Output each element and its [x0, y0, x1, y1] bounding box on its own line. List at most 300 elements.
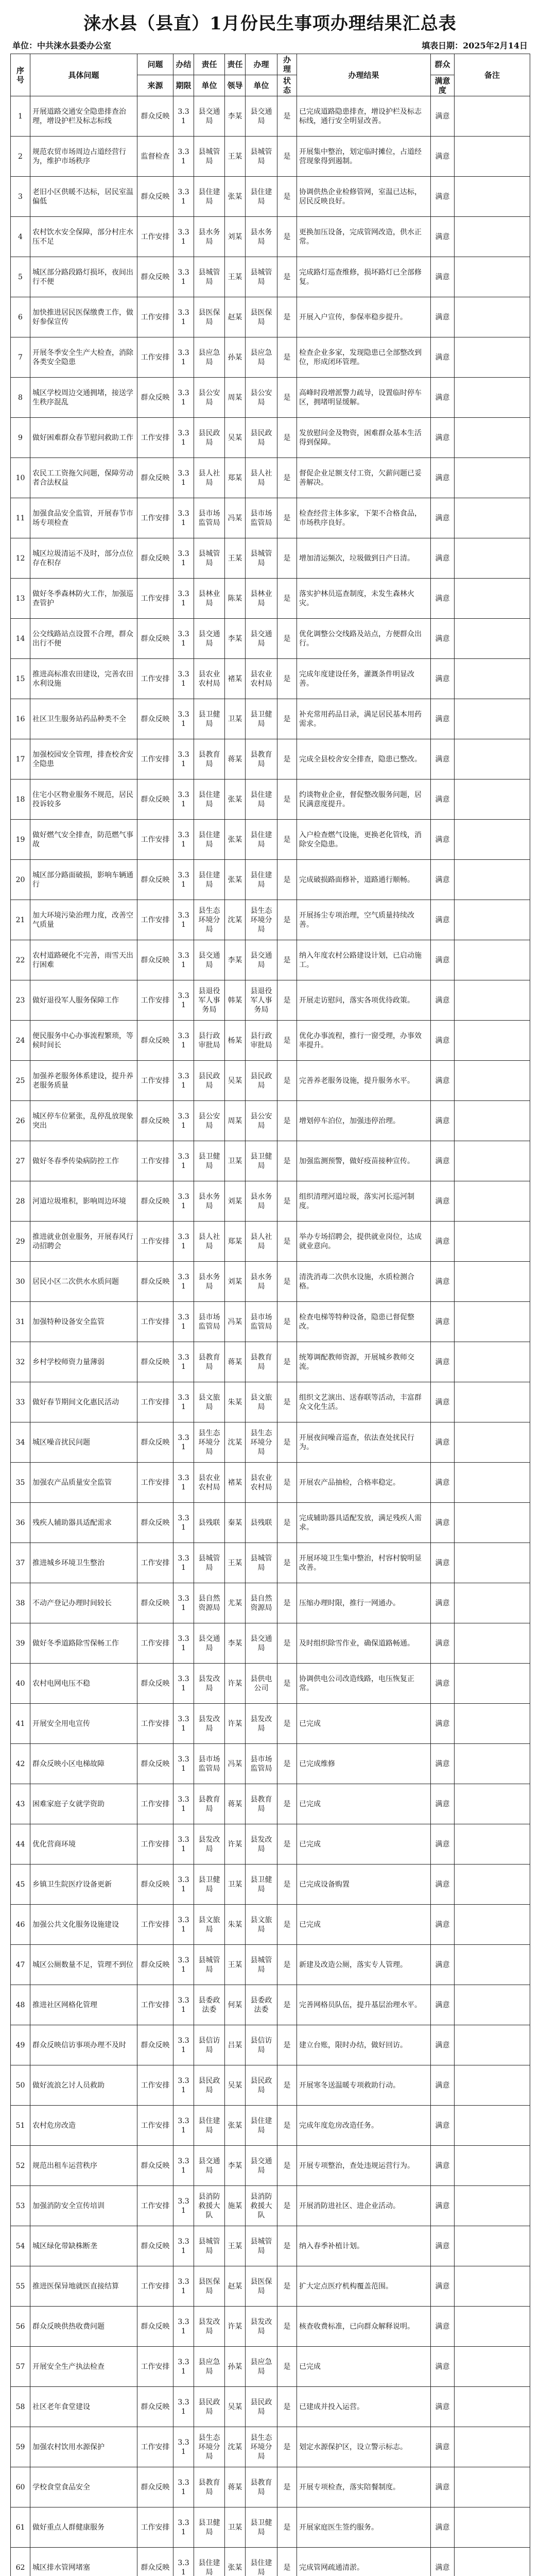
cell-org: 县交通局 [246, 619, 277, 659]
cell-result: 加强监测预警，做好疫苗接种宣传。 [297, 1141, 431, 1181]
cell-issue: 城区部分路段路灯损坏，夜间出行不便 [30, 257, 137, 297]
cell-status: 是 [277, 2307, 297, 2347]
cell-result: 更换加压设备，完成管网改造，供水正常。 [297, 217, 431, 257]
cell-issue: 加强校园安全管理，排查校舍安全隐患 [30, 739, 137, 779]
cell-lead: 许某 [225, 1664, 246, 1704]
table-row [11, 2186, 530, 2226]
cell-status: 是 [277, 2266, 297, 2307]
cell-sat: 满意 [431, 699, 455, 739]
cell-org: 县供电公司 [246, 1664, 277, 1704]
cell-sat: 满意 [431, 900, 455, 940]
cell-resp: 县水务局 [194, 1262, 225, 1302]
cell-lead: 许某 [225, 1824, 246, 1865]
cell-result: 完成辅助器具适配发放，满足残疾人需求。 [297, 1503, 431, 1543]
cell-source: 群众反映 [137, 2226, 173, 2266]
cell-org: 县交通局 [246, 2146, 277, 2186]
table-row [11, 297, 530, 337]
cell-issue: 群众反映信访事项办理不及时 [30, 2025, 137, 2065]
cell-note [455, 980, 530, 1021]
cell-result: 开展环境卫生集中整治，村容村貌明显改善。 [297, 1543, 431, 1583]
cell-no: 34 [11, 1422, 30, 1463]
cell-lead: 朱某 [225, 1905, 246, 1945]
cell-no: 44 [11, 1824, 30, 1865]
cell-status: 是 [277, 498, 297, 538]
cell-source: 群众反映 [137, 1503, 173, 1543]
cell-no: 52 [11, 2146, 30, 2186]
cell-status: 是 [277, 2226, 297, 2266]
cell-lead: 吕某 [225, 2025, 246, 2065]
cell-sat: 满意 [431, 177, 455, 217]
cell-note [455, 1181, 530, 1222]
cell-issue: 做好冬春季传染病防控工作 [30, 1141, 137, 1181]
cell-sat: 满意 [431, 820, 455, 860]
cell-issue: 做好燃气安全排查，防范燃气事故 [30, 820, 137, 860]
cell-resp: 县交通局 [194, 2146, 225, 2186]
cell-no: 55 [11, 2266, 30, 2307]
cell-issue: 乡村学校师资力量薄弱 [30, 1342, 137, 1382]
cell-status: 是 [277, 1422, 297, 1463]
cell-resp: 县交通局 [194, 1623, 225, 1664]
cell-issue: 推进高标准农田建设，完善农田水利设施 [30, 659, 137, 699]
cell-resp: 县民政局 [194, 1061, 225, 1101]
table-row [11, 2347, 530, 2387]
table-row [11, 1543, 530, 1583]
cell-source: 工作安排 [137, 1222, 173, 1262]
cell-source: 工作安排 [137, 2186, 173, 2226]
cell-lead: 卫某 [225, 1865, 246, 1905]
cell-status: 是 [277, 980, 297, 1021]
cell-result: 已完成 [297, 1704, 431, 1744]
table-row [11, 337, 530, 378]
cell-status: 是 [277, 1262, 297, 1302]
cell-status: 是 [277, 1342, 297, 1382]
cell-issue: 加快推进居民医保缴费工作，做好参保宣传 [30, 297, 137, 337]
cell-no: 46 [11, 1905, 30, 1945]
cell-days: 3.31 [173, 538, 194, 579]
cell-result: 完成年度建设任务，灌溉条件明显改善。 [297, 659, 431, 699]
cell-days: 3.31 [173, 458, 194, 498]
cell-note [455, 257, 530, 297]
cell-no: 27 [11, 1141, 30, 1181]
cell-note [455, 1302, 530, 1342]
cell-lead: 赵某 [225, 297, 246, 337]
table-row [11, 498, 530, 538]
cell-issue: 加强消防安全宣传培训 [30, 2186, 137, 2226]
table-row [11, 1222, 530, 1262]
cell-no: 10 [11, 458, 30, 498]
cell-result: 增加清运频次，垃圾做到日产日清。 [297, 538, 431, 579]
cell-resp: 县委政法委 [194, 1985, 225, 2025]
cell-days: 3.31 [173, 2347, 194, 2387]
report-date: 填表日期：2025年2月14日 [422, 41, 528, 50]
cell-resp: 县市场监管局 [194, 498, 225, 538]
table-row [11, 940, 530, 980]
cell-result: 高峰时段增派警力疏导，设置临时停车区，拥堵明显缓解。 [297, 378, 431, 418]
summary-table [10, 54, 530, 2576]
cell-resp: 县卫健局 [194, 699, 225, 739]
cell-sat: 满意 [431, 2025, 455, 2065]
cell-lead: 李某 [225, 940, 246, 980]
cell-resp: 县交通局 [194, 96, 225, 137]
cell-result: 开展消防进社区、进企业活动。 [297, 2186, 431, 2226]
cell-org: 县农业农村局 [246, 1463, 277, 1503]
cell-result: 扩大定点医疗机构覆盖范围。 [297, 2266, 431, 2307]
table-row [11, 1141, 530, 1181]
cell-resp: 县交通局 [194, 619, 225, 659]
cell-no: 39 [11, 1623, 30, 1664]
cell-source: 群众反映 [137, 779, 173, 820]
cell-status: 是 [277, 2548, 297, 2576]
table-row [11, 1101, 530, 1141]
cell-sat: 满意 [431, 1744, 455, 1784]
cell-note [455, 699, 530, 739]
cell-no: 37 [11, 1543, 30, 1583]
cell-days: 3.31 [173, 2467, 194, 2507]
cell-org: 县生态环境分局 [246, 2427, 277, 2467]
cell-sat: 满意 [431, 1503, 455, 1543]
cell-org: 县交通局 [246, 940, 277, 980]
cell-lead: 吴某 [225, 2387, 246, 2427]
cell-resp: 县民政局 [194, 2065, 225, 2106]
cell-org: 县城管局 [246, 538, 277, 579]
table-row [11, 96, 530, 137]
cell-org: 县生态环境分局 [246, 900, 277, 940]
cell-note [455, 1865, 530, 1905]
cell-status: 是 [277, 860, 297, 900]
cell-sat: 满意 [431, 1302, 455, 1342]
cell-issue: 河道垃圾堆积，影响周边环境 [30, 1181, 137, 1222]
cell-result: 已完成 [297, 1824, 431, 1865]
cell-lead: 王某 [225, 538, 246, 579]
cell-note [455, 2548, 530, 2576]
cell-source: 工作安排 [137, 1141, 173, 1181]
cell-resp: 县林业局 [194, 579, 225, 619]
header-lead-top: 责任 [225, 54, 246, 75]
cell-issue: 农村危房改造 [30, 2106, 137, 2146]
cell-lead: 孙某 [225, 2347, 246, 2387]
cell-resp: 县住建局 [194, 2106, 225, 2146]
cell-result: 举办专场招聘会，提供就业岗位，达成就业意向。 [297, 1222, 431, 1262]
unit-label: 单位：中共涞水县委办公室 [12, 41, 112, 50]
cell-resp: 县行政审批局 [194, 1021, 225, 1061]
cell-sat: 满意 [431, 2387, 455, 2427]
table-row [11, 378, 530, 418]
cell-status: 是 [277, 1382, 297, 1422]
cell-no: 6 [11, 297, 30, 337]
cell-no: 54 [11, 2226, 30, 2266]
cell-source: 群众反映 [137, 458, 173, 498]
cell-resp: 县水务局 [194, 1181, 225, 1222]
cell-result: 已完成 [297, 1784, 431, 1824]
cell-org: 县生态环境分局 [246, 1422, 277, 1463]
cell-result: 组织清理河道垃圾，落实河长巡河制度。 [297, 1181, 431, 1222]
cell-status: 是 [277, 1623, 297, 1664]
cell-resp: 县发改局 [194, 1824, 225, 1865]
cell-org: 县住建局 [246, 177, 277, 217]
cell-status: 是 [277, 1664, 297, 1704]
cell-days: 3.31 [173, 1784, 194, 1824]
cell-lead: 王某 [225, 137, 246, 177]
cell-no: 26 [11, 1101, 30, 1141]
cell-resp: 县民政局 [194, 2387, 225, 2427]
cell-sat: 满意 [431, 1985, 455, 2025]
cell-org: 县城管局 [246, 1543, 277, 1583]
cell-days: 3.31 [173, 2387, 194, 2427]
cell-days: 3.31 [173, 1181, 194, 1222]
table-body [11, 96, 530, 2576]
cell-org: 县城管局 [246, 257, 277, 297]
cell-issue: 学校食堂食品安全 [30, 2467, 137, 2507]
cell-result: 压缩办理时限，推行一网通办。 [297, 1583, 431, 1623]
cell-status: 是 [277, 257, 297, 297]
cell-result: 增划停车泊位，加强违停治理。 [297, 1101, 431, 1141]
cell-no: 59 [11, 2427, 30, 2467]
cell-issue: 农村道路硬化不完善，雨雪天出行困难 [30, 940, 137, 980]
table-row [11, 177, 530, 217]
header-note: 备注 [455, 54, 530, 96]
cell-resp: 县交通局 [194, 940, 225, 980]
cell-lead: 蒋某 [225, 1342, 246, 1382]
cell-status: 是 [277, 2387, 297, 2427]
cell-org: 县住建局 [246, 2106, 277, 2146]
cell-sat: 满意 [431, 1824, 455, 1865]
cell-org: 县水务局 [246, 1181, 277, 1222]
cell-resp: 县住建局 [194, 177, 225, 217]
cell-resp: 县文旅局 [194, 1905, 225, 1945]
cell-resp: 县卫健局 [194, 1141, 225, 1181]
cell-status: 是 [277, 900, 297, 940]
cell-days: 3.31 [173, 1623, 194, 1664]
cell-note [455, 418, 530, 458]
table-row [11, 1503, 530, 1543]
cell-note [455, 619, 530, 659]
cell-days: 3.31 [173, 1945, 194, 1985]
cell-days: 3.31 [173, 1985, 194, 2025]
cell-days: 3.31 [173, 2507, 194, 2548]
cell-status: 是 [277, 2106, 297, 2146]
cell-source: 群众反映 [137, 2387, 173, 2427]
cell-sat: 满意 [431, 1704, 455, 1744]
table-row [11, 2427, 530, 2467]
cell-no: 36 [11, 1503, 30, 1543]
report-title: 涞水县（县直）1月份民生事项办理结果汇总表 [83, 13, 457, 34]
cell-no: 21 [11, 900, 30, 940]
cell-no: 19 [11, 820, 30, 860]
cell-days: 3.31 [173, 860, 194, 900]
cell-resp: 县住建局 [194, 860, 225, 900]
cell-days: 3.31 [173, 1503, 194, 1543]
cell-lead: 冯某 [225, 498, 246, 538]
cell-sat: 满意 [431, 1463, 455, 1503]
cell-result: 纳入春季补植计划。 [297, 2226, 431, 2266]
cell-no: 9 [11, 418, 30, 458]
cell-lead: 秦某 [225, 1503, 246, 1543]
cell-lead: 赵某 [225, 2266, 246, 2307]
cell-issue: 推进城乡环境卫生整治 [30, 1543, 137, 1583]
cell-no: 53 [11, 2186, 30, 2226]
cell-source: 群众反映 [137, 2307, 173, 2347]
cell-note [455, 1744, 530, 1784]
cell-result: 督促企业足额支付工资，欠薪问题已妥善解决。 [297, 458, 431, 498]
cell-note [455, 1342, 530, 1382]
cell-org: 县住建局 [246, 820, 277, 860]
cell-resp: 县住建局 [194, 2548, 225, 2576]
cell-note [455, 1784, 530, 1824]
cell-days: 3.31 [173, 297, 194, 337]
cell-no: 8 [11, 378, 30, 418]
cell-source: 群众反映 [137, 2467, 173, 2507]
cell-sat: 满意 [431, 1061, 455, 1101]
cell-resp: 县医保局 [194, 297, 225, 337]
cell-resp: 县发改局 [194, 2307, 225, 2347]
cell-issue: 老旧小区供暖不达标，居民室温偏低 [30, 177, 137, 217]
cell-result: 完成全县校舍安全排查，隐患已整改。 [297, 739, 431, 779]
cell-no: 60 [11, 2467, 30, 2507]
cell-result: 约谈物业企业，督促整改服务问题，居民满意度提升。 [297, 779, 431, 820]
cell-days: 3.31 [173, 418, 194, 458]
cell-sat: 满意 [431, 1623, 455, 1664]
cell-org: 县文旅局 [246, 1382, 277, 1422]
cell-resp: 县文旅局 [194, 1382, 225, 1422]
cell-result: 发放慰问金及物资，困难群众基本生活得到保障。 [297, 418, 431, 458]
cell-source: 工作安排 [137, 980, 173, 1021]
cell-source: 监督检查 [137, 137, 173, 177]
table-row [11, 2307, 530, 2347]
cell-result: 检查经营主体多家，下架不合格食品，市场秩序良好。 [297, 498, 431, 538]
cell-days: 3.31 [173, 659, 194, 699]
cell-no: 2 [11, 137, 30, 177]
cell-days: 3.31 [173, 1422, 194, 1463]
cell-issue: 加强养老服务体系建设，提升养老服务质量 [30, 1061, 137, 1101]
cell-result: 补充常用药品目录，满足居民基本用药需求。 [297, 699, 431, 739]
cell-resp: 县生态环境分局 [194, 1422, 225, 1463]
cell-source: 工作安排 [137, 1704, 173, 1744]
cell-lead: 张某 [225, 2548, 246, 2576]
cell-note [455, 297, 530, 337]
cell-org: 县公安局 [246, 1101, 277, 1141]
cell-sat: 满意 [431, 1342, 455, 1382]
cell-result: 入户检查燃气设施，更换老化管线，消除安全隐患。 [297, 820, 431, 860]
cell-days: 3.31 [173, 1543, 194, 1583]
table-row [11, 1302, 530, 1342]
table-row [11, 217, 530, 257]
cell-note [455, 1623, 530, 1664]
cell-issue: 加大环境污染治理力度，改善空气质量 [30, 900, 137, 940]
cell-status: 是 [277, 1141, 297, 1181]
cell-sat: 满意 [431, 1583, 455, 1623]
cell-note [455, 1824, 530, 1865]
cell-result: 完成破损路面修补，道路通行顺畅。 [297, 860, 431, 900]
cell-status: 是 [277, 217, 297, 257]
cell-resp: 县公安局 [194, 378, 225, 418]
table-row [11, 137, 530, 177]
cell-lead: 卫某 [225, 2507, 246, 2548]
cell-days: 3.31 [173, 1222, 194, 1262]
cell-issue: 农村电网电压不稳 [30, 1664, 137, 1704]
cell-lead: 蒋某 [225, 2467, 246, 2507]
header-no: 序号 [11, 54, 30, 96]
cell-result: 完善网格员队伍，提升基层治理水平。 [297, 1985, 431, 2025]
cell-status: 是 [277, 1583, 297, 1623]
cell-issue: 城区学校周边交通拥堵，接送学生秩序混乱 [30, 378, 137, 418]
cell-lead: 沈某 [225, 900, 246, 940]
cell-source: 群众反映 [137, 538, 173, 579]
cell-issue: 优化营商环境 [30, 1824, 137, 1865]
cell-org: 县农业农村局 [246, 659, 277, 699]
cell-lead: 施某 [225, 2186, 246, 2226]
cell-no: 14 [11, 619, 30, 659]
cell-lead: 朱某 [225, 1382, 246, 1422]
cell-source: 群众反映 [137, 860, 173, 900]
cell-lead: 卫某 [225, 699, 246, 739]
cell-no: 47 [11, 1945, 30, 1985]
cell-status: 是 [277, 2467, 297, 2507]
cell-source: 工作安排 [137, 659, 173, 699]
cell-source: 工作安排 [137, 900, 173, 940]
table-row [11, 2106, 530, 2146]
cell-no: 4 [11, 217, 30, 257]
cell-sat: 满意 [431, 458, 455, 498]
cell-sat: 满意 [431, 1664, 455, 1704]
cell-days: 3.31 [173, 498, 194, 538]
cell-note [455, 2106, 530, 2146]
cell-sat: 满意 [431, 2065, 455, 2106]
cell-result: 核查收费标准，已向群众解释说明。 [297, 2307, 431, 2347]
cell-issue: 公交线路站点设置不合理，群众出行不便 [30, 619, 137, 659]
cell-status: 是 [277, 1945, 297, 1985]
cell-result: 划定水源保护区，设立警示标志。 [297, 2427, 431, 2467]
cell-no: 28 [11, 1181, 30, 1222]
cell-sat: 满意 [431, 1784, 455, 1824]
cell-sat: 满意 [431, 1865, 455, 1905]
report-meta [10, 38, 530, 54]
cell-note [455, 1021, 530, 1061]
cell-resp: 县消防救援大队 [194, 2186, 225, 2226]
table-row [11, 1583, 530, 1623]
cell-days: 3.31 [173, 257, 194, 297]
cell-sat: 满意 [431, 779, 455, 820]
cell-issue: 群众反映小区电梯故障 [30, 1744, 137, 1784]
cell-source: 工作安排 [137, 1463, 173, 1503]
header-status-bottom: 状态 [277, 75, 297, 96]
cell-note [455, 1503, 530, 1543]
cell-lead: 沈某 [225, 1422, 246, 1463]
cell-sat: 满意 [431, 1382, 455, 1422]
cell-resp: 县城管局 [194, 2226, 225, 2266]
cell-org: 县住建局 [246, 779, 277, 820]
cell-days: 3.31 [173, 1382, 194, 1422]
cell-lead: 何某 [225, 1985, 246, 2025]
cell-org: 县发改局 [246, 1824, 277, 1865]
cell-no: 3 [11, 177, 30, 217]
table-row [11, 2025, 530, 2065]
cell-source: 群众反映 [137, 1744, 173, 1784]
cell-lead: 吴某 [225, 2065, 246, 2106]
cell-source: 工作安排 [137, 1543, 173, 1583]
cell-status: 是 [277, 779, 297, 820]
cell-issue: 社区老年食堂建设 [30, 2387, 137, 2427]
cell-status: 是 [277, 2025, 297, 2065]
cell-note [455, 2146, 530, 2186]
header-lead-bottom: 领导 [225, 75, 246, 96]
cell-status: 是 [277, 2427, 297, 2467]
cell-note [455, 2186, 530, 2226]
cell-status: 是 [277, 1061, 297, 1101]
cell-sat: 满意 [431, 1262, 455, 1302]
cell-no: 5 [11, 257, 30, 297]
cell-sat: 满意 [431, 940, 455, 980]
cell-status: 是 [277, 177, 297, 217]
